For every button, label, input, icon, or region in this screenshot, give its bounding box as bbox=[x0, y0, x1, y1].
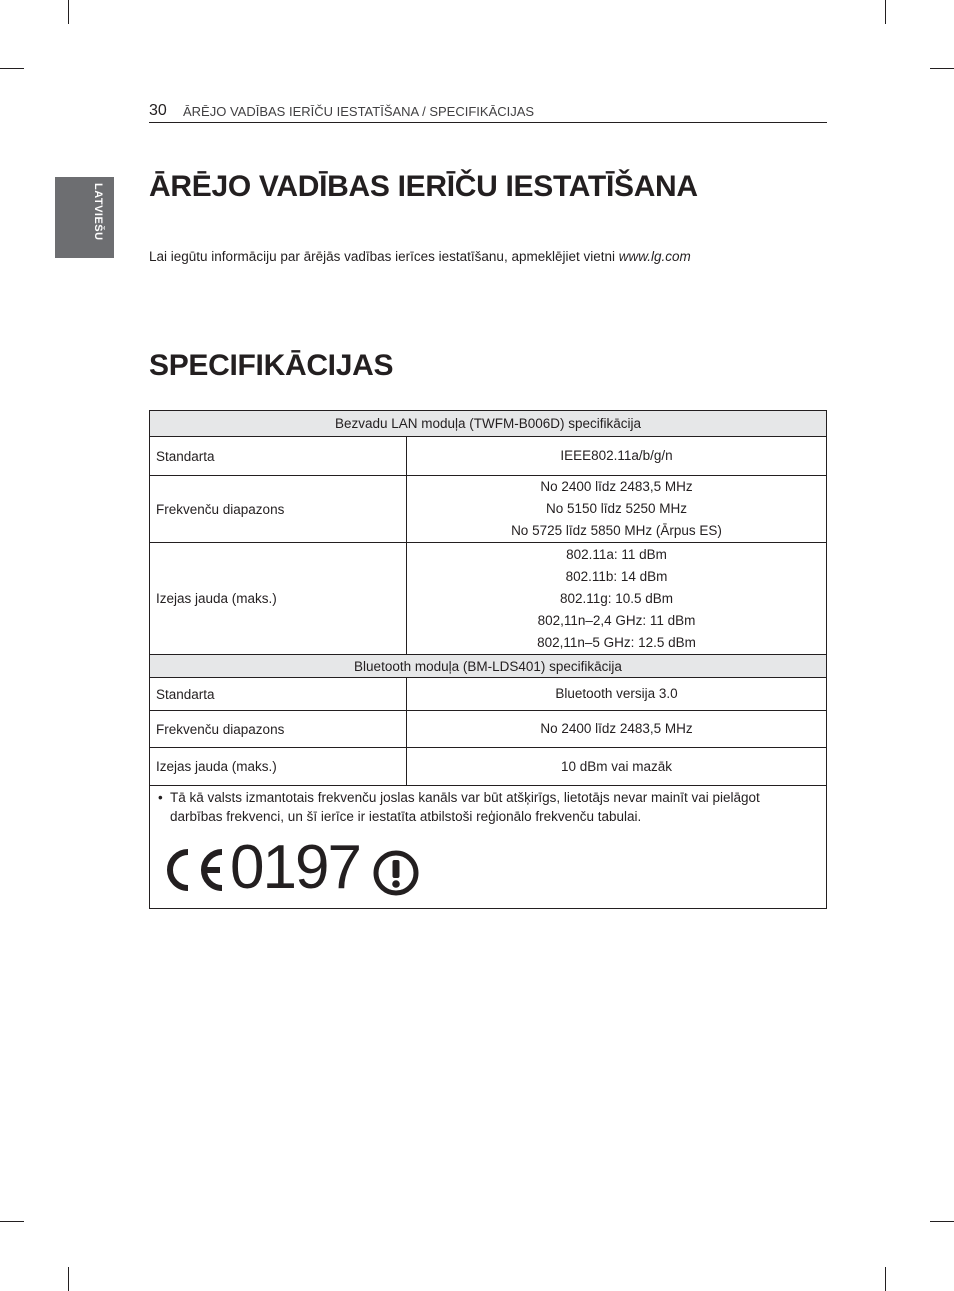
wlan-standard-value: IEEE802.11a/b/g/n bbox=[407, 437, 827, 476]
language-tab bbox=[55, 177, 114, 258]
wlan-frequency-value: No 5150 līdz 5250 MHz bbox=[545, 501, 688, 516]
bt-standard-label: Standarta bbox=[150, 678, 407, 711]
table-row bbox=[150, 748, 827, 786]
ce-mark-icon bbox=[158, 846, 224, 894]
wlan-frequency-value: No 2400 līdz 2483,5 MHz bbox=[540, 479, 693, 494]
table-row bbox=[150, 711, 827, 748]
bluetooth-section-heading: Bluetooth moduļa (BM-LDS401) specifikācija bbox=[150, 655, 827, 678]
specifications-table bbox=[149, 410, 827, 909]
wlan-power-label: Izejas jauda (maks.) bbox=[150, 543, 407, 655]
running-head-title: ĀRĒJO VADĪBAS IERĪČU IESTATĪŠANA / SPECIFIKĀCIJAS bbox=[183, 104, 535, 119]
bt-standard-value: Bluetooth versija 3.0 bbox=[407, 678, 827, 711]
wlan-power-value: 802,11n–2,4 GHz: 11 dBm bbox=[537, 612, 696, 628]
wlan-power-value: 802.11g: 10.5 dBm bbox=[559, 590, 674, 606]
wlan-power-value: 802,11n–5 GHz: 12.5 dBm bbox=[537, 634, 696, 650]
wlan-frequency-label: Frekvenču diapazons bbox=[150, 476, 407, 543]
bt-power-value: 10 dBm vai mazāk bbox=[407, 748, 827, 786]
intro-paragraph bbox=[149, 249, 691, 264]
table-row bbox=[150, 678, 827, 711]
alert-class-icon bbox=[372, 849, 420, 897]
bt-frequency-value: No 2400 līdz 2483,5 MHz bbox=[407, 711, 827, 748]
notified-body-number: 0197 bbox=[230, 833, 360, 902]
crop-mark bbox=[68, 1267, 69, 1291]
crop-mark bbox=[930, 1221, 954, 1222]
language-tab-label: LATVIEŠU bbox=[92, 183, 104, 241]
wlan-section-heading: Bezvadu LAN moduļa (TWFM-B006D) specifikācija bbox=[150, 411, 827, 437]
section-title-remote-setup: ĀRĒJO VADĪBAS IERĪČU IESTATĪŠANA bbox=[149, 170, 698, 203]
crop-mark bbox=[885, 1267, 886, 1291]
wlan-standard-label: Standarta bbox=[150, 437, 407, 476]
note-text: Tā kā valsts izmantotais frekvenču joslas kanāls var būt atšķirīgs, lietotājs nevar mainīt vai pielāgot darbības frekvenci, un šī ierīce ir iestatīta atbilstoši reģionālo frekvenču tabulai. bbox=[170, 790, 760, 824]
wlan-frequency-value: No 5725 līdz 5850 MHz (Ārpus ES) bbox=[511, 523, 722, 538]
wlan-frequency-values bbox=[407, 476, 827, 543]
crop-mark bbox=[0, 68, 24, 69]
bt-frequency-label: Frekvenču diapazons bbox=[150, 711, 407, 748]
intro-text: Lai iegūtu informāciju par ārējās vadības ierīces iestatīšanu, apmeklējiet vietni bbox=[149, 249, 619, 264]
bt-power-label: Izejas jauda (maks.) bbox=[150, 748, 407, 786]
page-number: 30 bbox=[149, 102, 167, 119]
table-row bbox=[150, 476, 827, 543]
crop-mark bbox=[885, 0, 886, 24]
wlan-power-value: 802.11a: 11 dBm bbox=[566, 546, 667, 562]
bullet: • bbox=[158, 790, 163, 805]
wlan-power-values bbox=[407, 543, 827, 655]
regulatory-note bbox=[150, 786, 827, 909]
crop-mark bbox=[0, 1221, 24, 1222]
table-row bbox=[150, 437, 827, 476]
running-header bbox=[149, 100, 827, 123]
note-paragraph bbox=[158, 788, 808, 826]
crop-mark bbox=[68, 0, 69, 24]
crop-mark bbox=[930, 68, 954, 69]
table-row bbox=[150, 543, 827, 655]
wlan-power-value: 802.11b: 14 dBm bbox=[565, 568, 668, 584]
website-link[interactable]: www.lg.com bbox=[618, 249, 691, 264]
section-title-specifications: SPECIFIKĀCIJAS bbox=[149, 349, 394, 382]
